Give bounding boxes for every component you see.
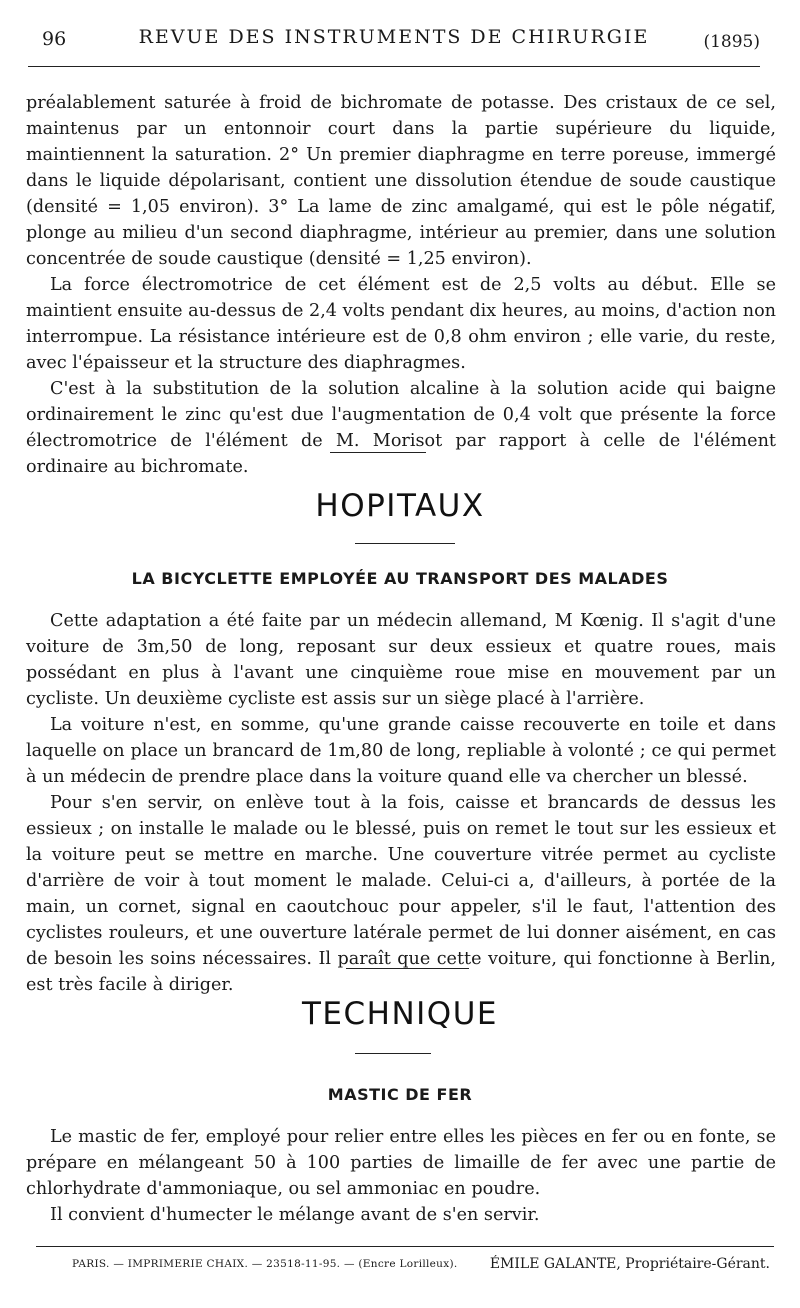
divider: [355, 1053, 431, 1054]
section-title-hopitaux: HOPITAUX: [315, 488, 485, 524]
technique-text: [26, 1124, 776, 1228]
technique-paragraph-1: Le mastic de fer, employé pour relier entre elles les pièces en fer ou en fonte, se prépare en mélangeant 50 à 100 parties de limaille de fer avec une partie de chlorhydrate d'ammoniaque, ou sel ammoniac en poudre.: [26, 1127, 776, 1199]
printer-imprint: PARIS. — IMPRIMERIE CHAIX. — 23518-11-95. — (Encre Lorilleux).: [72, 1258, 458, 1270]
running-head: [28, 20, 760, 60]
divider: [355, 543, 455, 544]
divider: [346, 968, 469, 969]
intro-text: [26, 90, 776, 480]
hopitaux-paragraph-2: La voiture n'est, en somme, qu'une grande caisse recouverte en toile et dans laquelle on place un brancard de 1m,80 de long, repliable à volonté ; ce qui permet à un médecin de prendre place dans la voiture quand elle va chercher un blessé.: [26, 715, 776, 787]
intro-paragraph-3: C'est à la substitution de la solution alcaline à la solution acide qui baigne ordinairement le zinc qu'est due l'augmentation de 0,4 volt que présente la force électromotrice de l'élément de M. Morisot par rapport à celle de l'élément ordinaire au bichromate.: [26, 379, 776, 477]
hopitaux-paragraph-1: Cette adaptation a été faite par un médecin allemand, M Kœnig. Il s'agit d'une voiture de 3m,50 de long, reposant sur deux essieux et quatre roues, mais possédant en plus à l'avant une cinquième roue mise en mouvement par un cycliste. Un deuxième cycliste est assis sur un siège placé à l'arrière.: [26, 611, 776, 709]
technique-paragraph-2: Il convient d'humecter le mélange avant de s'en servir.: [50, 1205, 540, 1225]
divider: [330, 452, 426, 453]
footer-rule: [36, 1246, 774, 1247]
footer: [72, 1256, 770, 1276]
article-title-bicyclette: LA BICYCLETTE EMPLOYÉE AU TRANSPORT DES MALADES: [131, 569, 669, 588]
intro-paragraph-1: préalablement saturée à froid de bichromate de potasse. Des cristaux de ce sel, maintenus par un entonnoir court dans la partie supérieure du liquide, maintiennent la saturation. 2° Un premier diaphragme en terre poreuse, immergé dans le liquide dépolarisant, contient une dissolution étendue de soude caustique (densité = 1,05 environ). 3° La lame de zinc amalgamé, qui est le pôle négatif, plonge au milieu d'un second diaphragme, intérieur au premier, dans une solution concentrée de soude caustique (densité = 1,25 environ).: [26, 93, 776, 269]
journal-title: REVUE DES INSTRUMENTS DE CHIRURGIE: [138, 26, 650, 48]
section-title-technique: TECHNIQUE: [302, 996, 498, 1032]
publisher-signature: ÉMILE GALANTE, Propriétaire-Gérant.: [489, 1256, 770, 1272]
issue-year: (1895): [703, 32, 760, 52]
hopitaux-text: [26, 608, 776, 998]
article-title-mastic: MASTIC DE FER: [327, 1085, 473, 1104]
header-rule: [28, 66, 760, 67]
page-number: 96: [42, 28, 67, 50]
intro-paragraph-2: La force électromotrice de cet élément est de 2,5 volts au début. Elle se maintient ensuite au-dessus de 2,4 volts pendant dix heures, au moins, d'action non interrompue. La résistance intérieure est de 0,8 ohm environ ; elle varie, du reste, avec l'épaisseur et la structure des diaphragmes.: [26, 275, 776, 373]
hopitaux-paragraph-3: Pour s'en servir, on enlève tout à la fois, caisse et brancards de dessus les essieux ; on installe le malade ou le blessé, puis on remet le tout sur les essieux et la voiture peut se mettre en marche. Une couverture vitrée permet au cycliste d'arrière de voir à tout moment le malade. Celui-ci a, d'ailleurs, à portée de la main, un cornet, signal en caoutchouc pour appeler, s'il le faut, l'attention des cyclistes rouleurs, et une ouverture latérale permet de lui donner aisément, en cas de besoin les soins nécessaires. Il paraît que cette voiture, qui fonctionne à Berlin, est très facile à diriger.: [26, 793, 776, 995]
